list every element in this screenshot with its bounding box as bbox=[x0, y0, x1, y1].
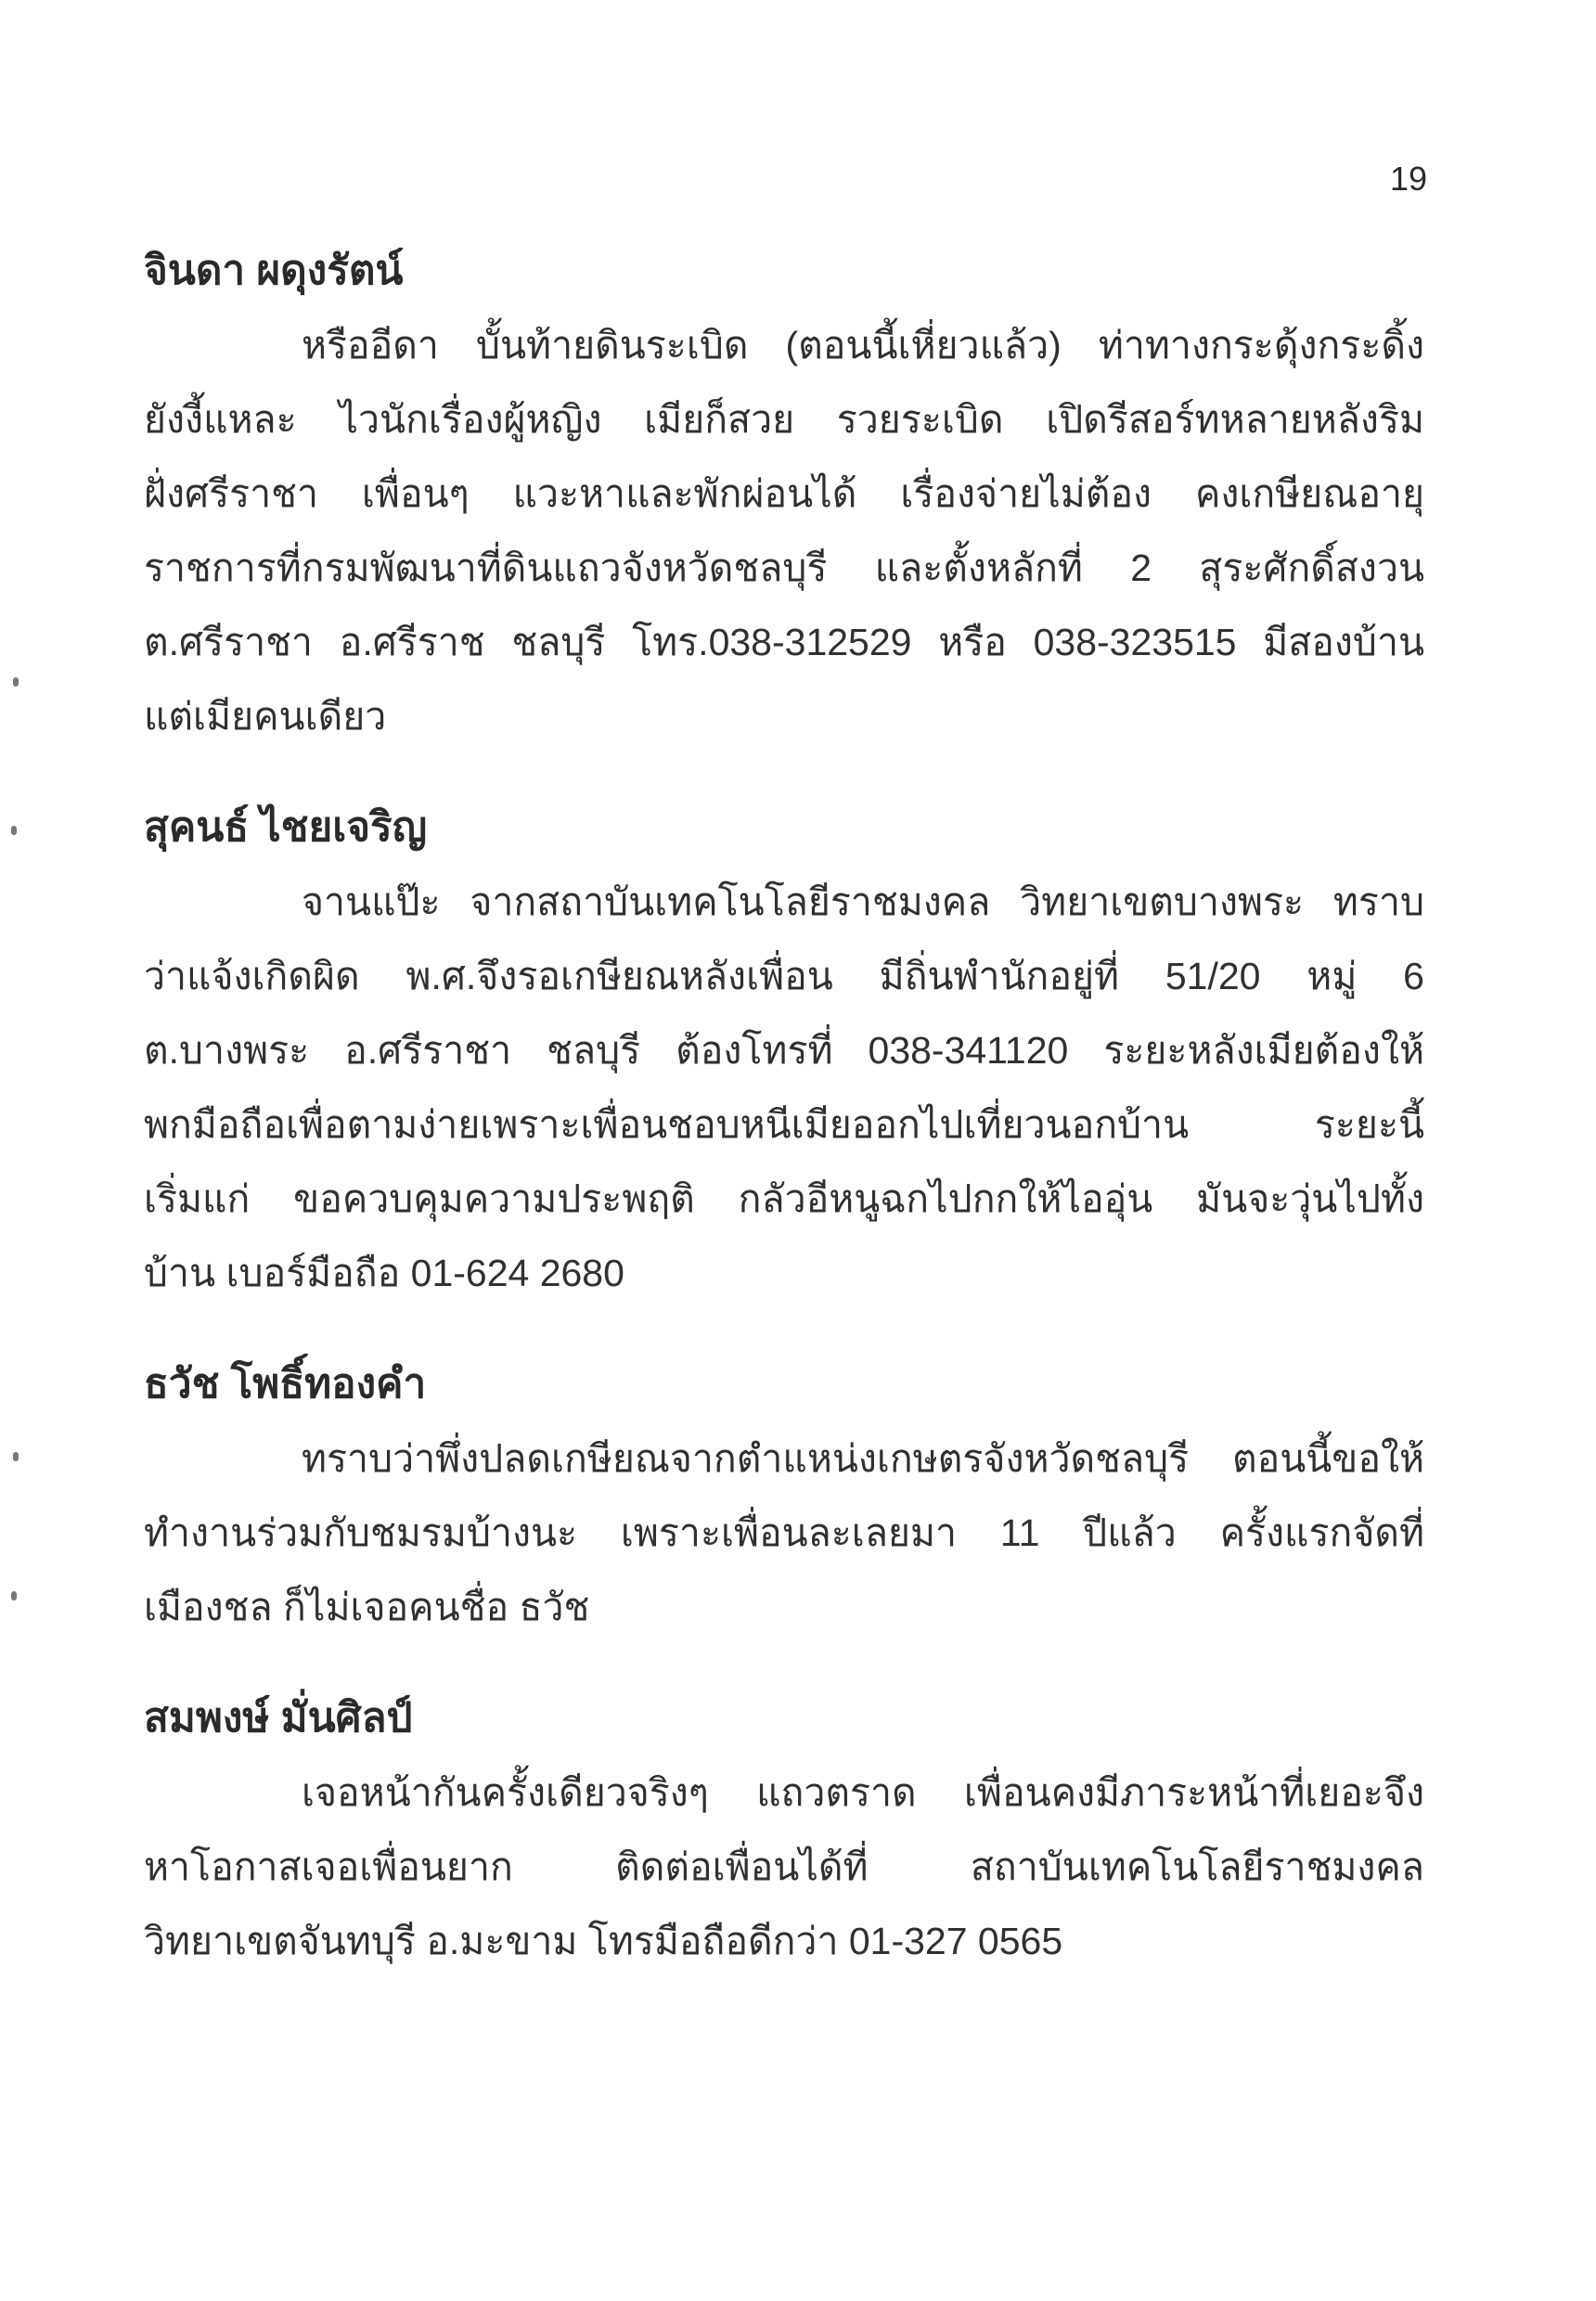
text-line: ยังงี้แหละ ไวนักเรื่องผู้หญิง เมียก็สวย รวยระเบิด เปิดรีสอร์ทหลายหลังริม bbox=[144, 398, 1424, 441]
scan-speck bbox=[13, 1452, 19, 1461]
entry-jinda bbox=[144, 241, 1424, 753]
entry-thawat bbox=[144, 1355, 1424, 1644]
page-number: 19 bbox=[1389, 160, 1427, 198]
entry-name: ธวัช โพธิ์ทองคำ bbox=[144, 1361, 427, 1407]
entry-body bbox=[144, 1421, 1424, 1644]
text-line: เริ่มแก่ ขอควบคุมความประพฤติ กลัวอีหนูฉกไปกกให้ไออุ่น มันจะวุ่นไปทั้ง bbox=[144, 1177, 1424, 1220]
text-line: เมืองชล ก็ไม่เจอคนชื่อ ธวัช bbox=[144, 1586, 590, 1628]
entry-name: สมพงษ์ มั่นศิลป์ bbox=[144, 1695, 413, 1741]
entry-body bbox=[144, 308, 1424, 753]
text-line: ต.ศรีราชา อ.ศรีราช ชลบุรี โทร.038-312529 หรือ 038-323515 มีสองบ้าน bbox=[144, 621, 1424, 663]
text-line: จานแป๊ะ จากสถาบันเทคโนโลยีราชมงคล วิทยาเขตบางพระ ทราบ bbox=[302, 881, 1424, 923]
text-line: ฝั่งศรีราชา เพื่อนๆ แวะหาและพักผ่อนได้ เรื่องจ่ายไม่ต้อง คงเกษียณอายุ bbox=[144, 472, 1424, 515]
text-line: หรืออีดา บั้นท้ายดินระเบิด (ตอนนี้เหี่ยวแล้ว) ท่าทางกระดุ้งกระดิ้ง bbox=[302, 324, 1424, 366]
entry-sukhon bbox=[144, 798, 1424, 1310]
scan-speck bbox=[11, 826, 17, 835]
text-line: ทำงานร่วมกับชมรมบ้างนะ เพราะเพื่อนละเลยมา 11 ปีแล้ว ครั้งแรกจัดที่ bbox=[144, 1511, 1424, 1554]
text-line: พกมือถือเพื่อตามง่ายเพราะเพื่อนชอบหนีเมียออกไปเที่ยวนอกบ้าน ระยะนี้ bbox=[144, 1103, 1424, 1146]
text-line: เจอหน้ากันครั้งเดียวจริงๆ แถวตราด เพื่อนคงมีภาระหน้าที่เยอะจึง bbox=[302, 1771, 1424, 1814]
entry-sompong bbox=[144, 1689, 1424, 1978]
text-line: ว่าแจ้งเกิดผิด พ.ศ.จึงรอเกษียณหลังเพื่อน มีถิ่นพำนักอยู่ที่ 51/20 หมู่ 6 bbox=[144, 955, 1424, 997]
scan-speck bbox=[13, 677, 19, 687]
text-line: หาโอกาสเจอเพื่อนยาก ติดต่อเพื่อนได้ที่ สถาบันเทคโนโลยีราชมงคล bbox=[144, 1845, 1424, 1888]
text-line: วิทยาเขตจันทบุรี อ.มะขาม โทรมือถือดีกว่า 01-327 0565 bbox=[144, 1920, 1063, 1962]
entry-body bbox=[144, 1755, 1424, 1978]
entry-name: จินดา ผดุงรัตน์ bbox=[144, 248, 404, 293]
text-line: ต.บางพระ อ.ศรีราชา ชลบุรี ต้องโทรที่ 038-341120 ระยะหลังเมียต้องให้ bbox=[144, 1029, 1424, 1072]
entry-name: สุคนธ์ ไชยเจริญ bbox=[144, 804, 428, 850]
text-line: บ้าน เบอร์มือถือ 01-624 2680 bbox=[144, 1252, 624, 1294]
text-line: แต่เมียคนเดียว bbox=[144, 695, 387, 738]
text-line: ราชการที่กรมพัฒนาที่ดินแถวจังหวัดชลบุรี และตั้งหลักที่ 2 สุระศักดิ์สงวน bbox=[144, 546, 1424, 589]
entry-body bbox=[144, 865, 1424, 1310]
scan-speck bbox=[11, 1591, 17, 1600]
text-line: ทราบว่าพึ่งปลดเกษียณจากตำแหน่งเกษตรจังหวัดชลบุรี ตอนนี้ขอให้ bbox=[302, 1437, 1424, 1480]
